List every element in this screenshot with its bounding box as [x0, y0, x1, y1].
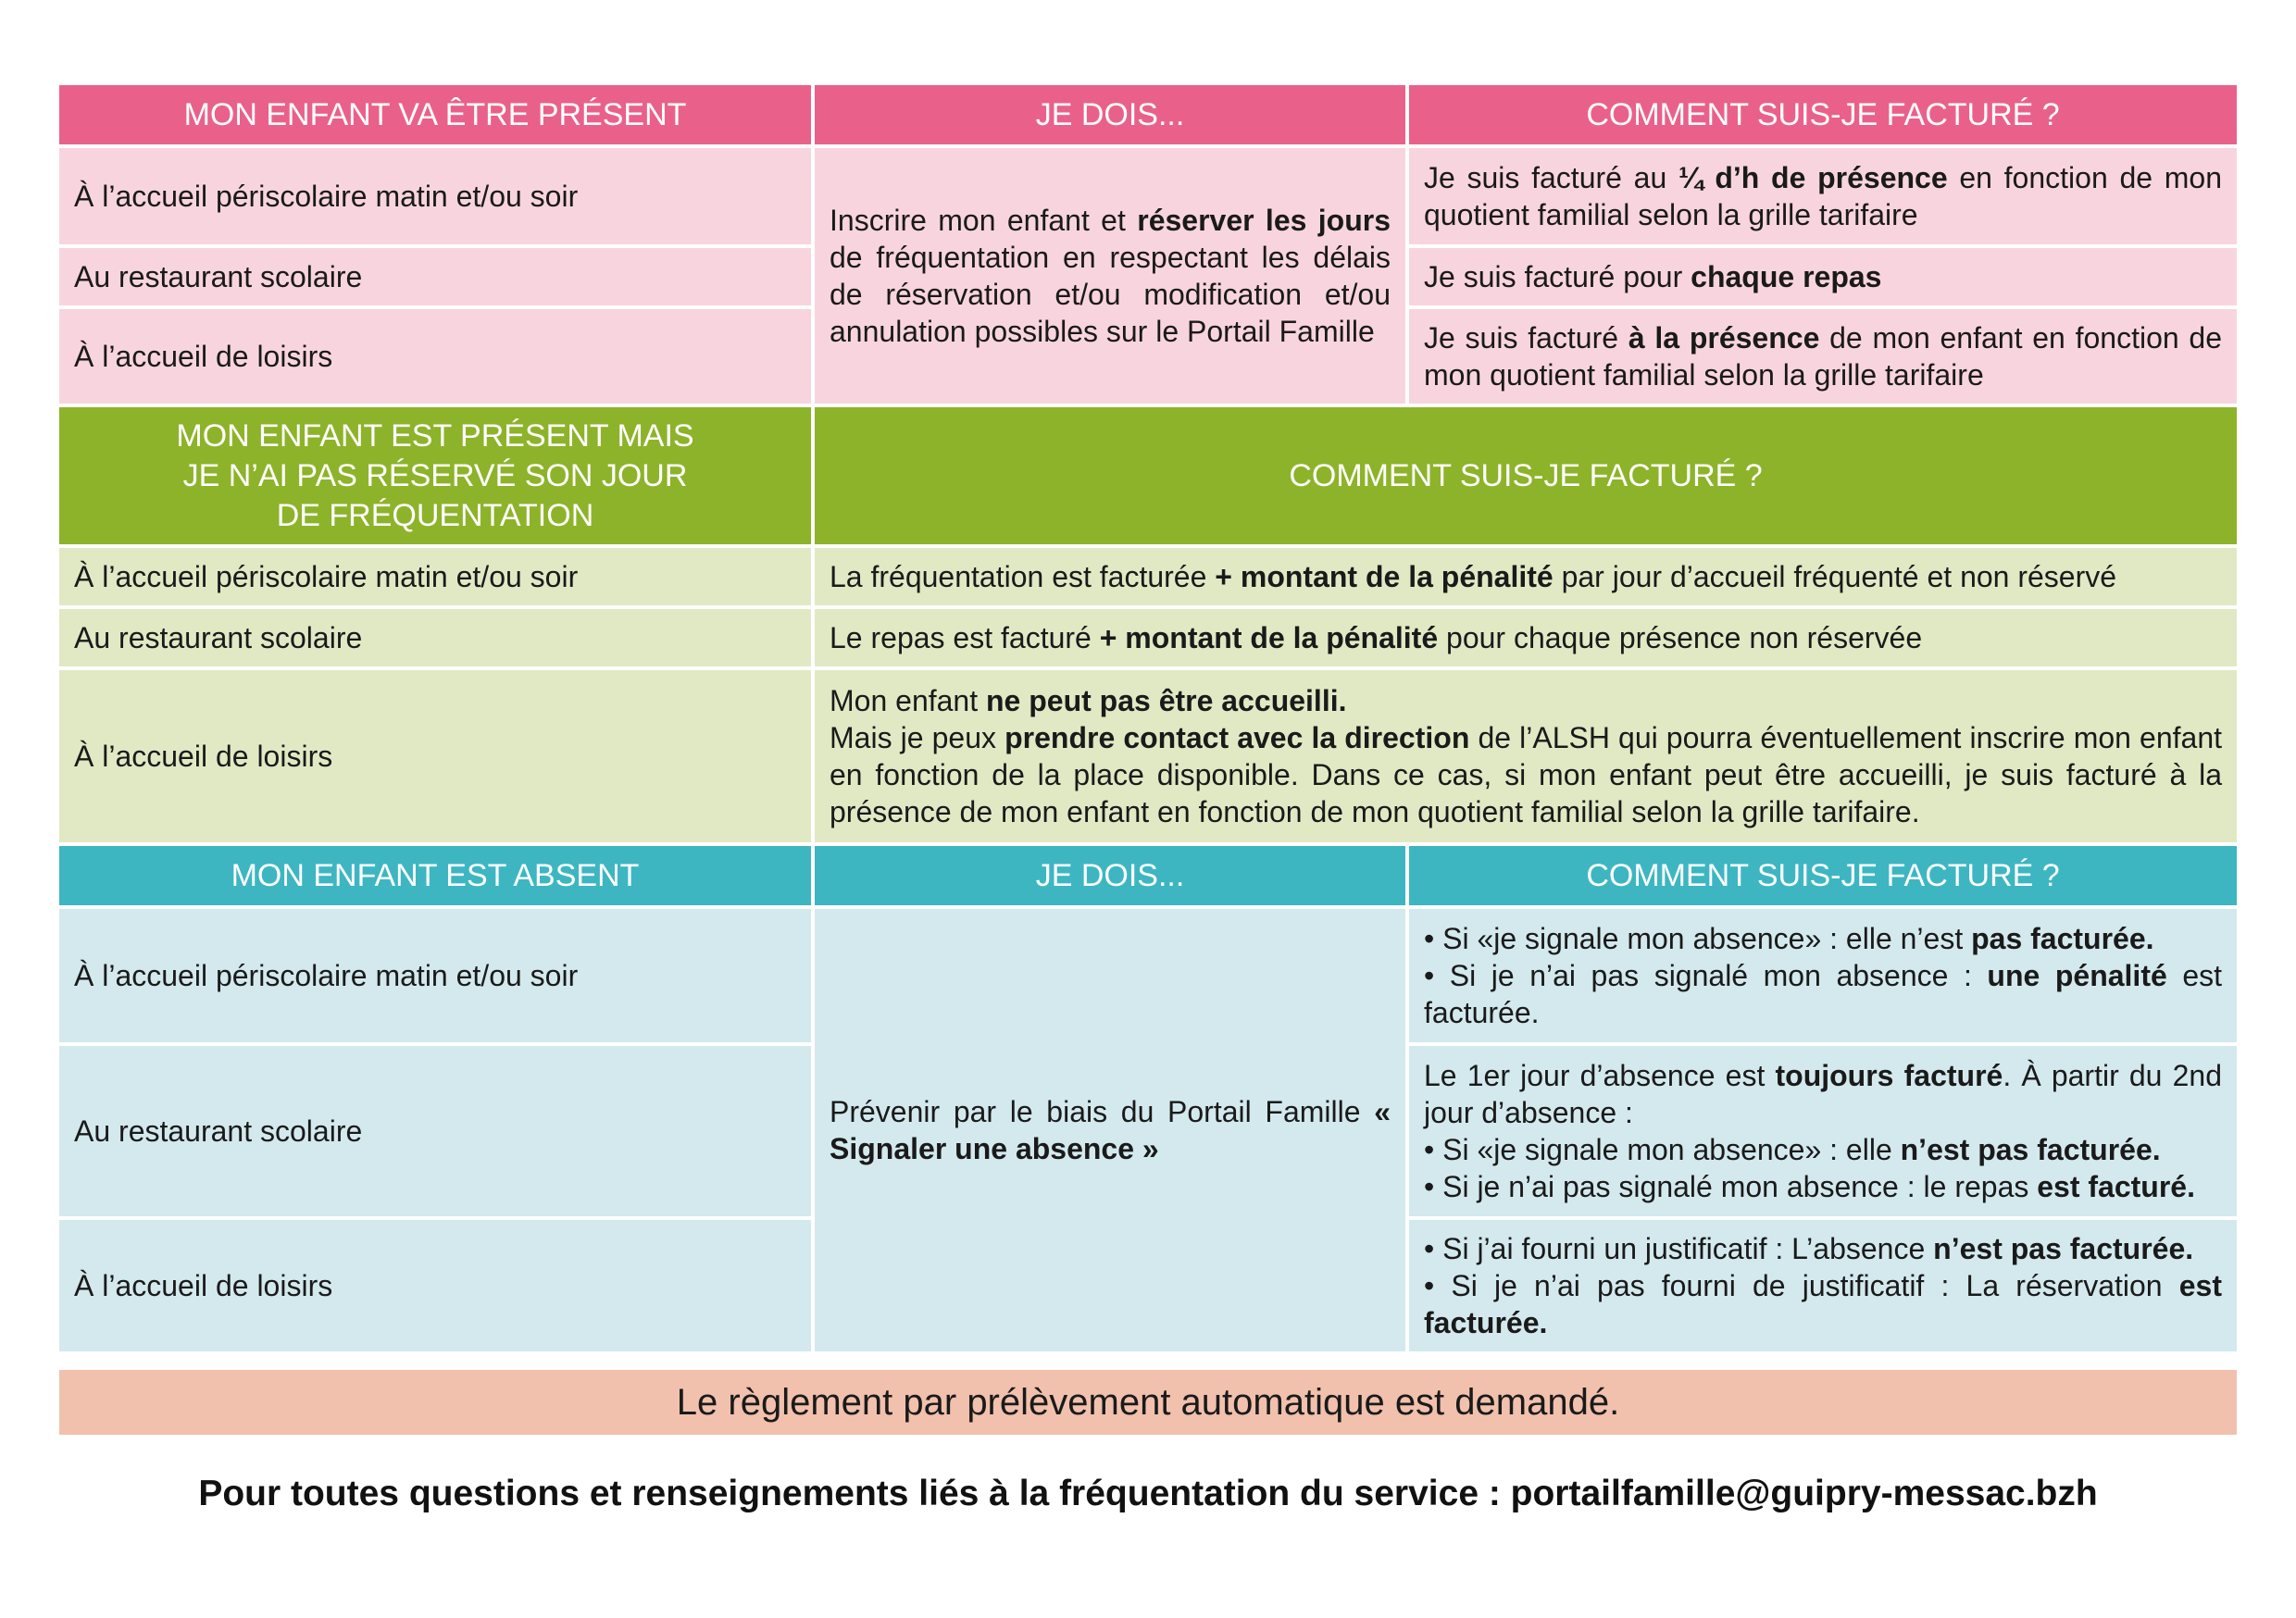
header-action-absent: JE DOIS... — [815, 846, 1409, 909]
billing-unreserved-periscolaire: La fréquentation est facturée + montant de la pénalité par jour d’accueil fréquenté et non réservé — [815, 548, 2237, 609]
row-label-loisirs: À l’accueil de loisirs — [59, 670, 815, 846]
action-present: Inscrire mon enfant et réserver les jours de fréquentation en respectant les délais de réservation et/ou modification et/ou annulation possibles sur le Portail Famille — [815, 148, 1409, 407]
row-label-restaurant: Au restaurant scolaire — [59, 248, 815, 309]
header-unreserved-line3: DE FRÉQUENTATION — [276, 497, 594, 533]
header-billing-unreserved: COMMENT SUIS-JE FACTURÉ ? — [815, 407, 2237, 548]
header-situation-unreserved — [59, 407, 815, 548]
row-label-restaurant: Au restaurant scolaire — [59, 609, 815, 670]
billing-unreserved-restaurant: Le repas est facturé + montant de la pénalité pour chaque présence non réservée — [815, 609, 2237, 670]
contact-footer: Pour toutes questions et renseignements liés à la fréquentation du service : portailfamille@guipry-messac.bzh — [198, 1474, 2098, 1513]
header-situation-present: MON ENFANT VA ÊTRE PRÉSENT — [59, 85, 815, 148]
section-absent — [59, 846, 2237, 1355]
header-billing-present: COMMENT SUIS-JE FACTURÉ ? — [1409, 85, 2237, 148]
billing-absent-periscolaire: • Si «je signale mon absence» : elle n’est pas facturée. • Si je n’ai pas signalé mon absence : une pénalité est facturée. — [1409, 909, 2237, 1046]
row-label-periscolaire: À l’accueil périscolaire matin et/ou soir — [59, 548, 815, 609]
billing-absent-restaurant: Le 1er jour d’absence est toujours facturé. À partir du 2nd jour d’absence : • Si «je signale mon absence» : elle n’est pas facturée. • Si je n’ai pas signalé mon absence : le repas est facturé. — [1409, 1046, 2237, 1220]
section-unreserved — [59, 407, 2237, 846]
row-label-periscolaire: À l’accueil périscolaire matin et/ou soir — [59, 909, 815, 1046]
header-billing-absent: COMMENT SUIS-JE FACTURÉ ? — [1409, 846, 2237, 909]
billing-rules-table — [59, 85, 2237, 1355]
header-action-present: JE DOIS... — [815, 85, 1409, 148]
billing-unreserved-loisirs: Mon enfant ne peut pas être accueilli. Mais je peux prendre contact avec la direction de l’ALSH qui pourra éventuellement inscrire mon enfant en fonction de la place disponible. Dans ce cas, si mon enfant peut être accueilli, je suis facturé à la présence de mon enfant en fonction de mon quotient familial selon la grille tarifaire. — [815, 670, 2237, 846]
row-label-restaurant: Au restaurant scolaire — [59, 1046, 815, 1220]
billing-present-periscolaire: Je suis facturé au ¼ d’h de présence en fonction de mon quotient familial selon la grille tarifaire — [1409, 148, 2237, 248]
direct-debit-note: Le règlement par prélèvement automatique est demandé. — [59, 1370, 2237, 1435]
billing-present-loisirs: Je suis facturé à la présence de mon enfant en fonction de mon quotient familial selon la grille tarifaire — [1409, 309, 2237, 407]
header-situation-absent: MON ENFANT EST ABSENT — [59, 846, 815, 909]
row-label-periscolaire: À l’accueil périscolaire matin et/ou soir — [59, 148, 815, 248]
row-label-loisirs: À l’accueil de loisirs — [59, 1220, 815, 1355]
billing-present-restaurant: Je suis facturé pour chaque repas — [1409, 248, 2237, 309]
header-unreserved-line1: MON ENFANT EST PRÉSENT MAIS — [176, 417, 694, 454]
header-unreserved-line2: JE N’AI PAS RÉSERVÉ SON JOUR — [182, 457, 688, 493]
action-absent: Prévenir par le biais du Portail Famille « Signaler une absence » — [815, 909, 1409, 1355]
section-present — [59, 85, 2237, 407]
row-label-loisirs: À l’accueil de loisirs — [59, 309, 815, 407]
billing-absent-loisirs: • Si j’ai fourni un justificatif : L’absence n’est pas facturée. • Si je n’ai pas fourni de justificatif : La réservation est facturée. — [1409, 1220, 2237, 1355]
